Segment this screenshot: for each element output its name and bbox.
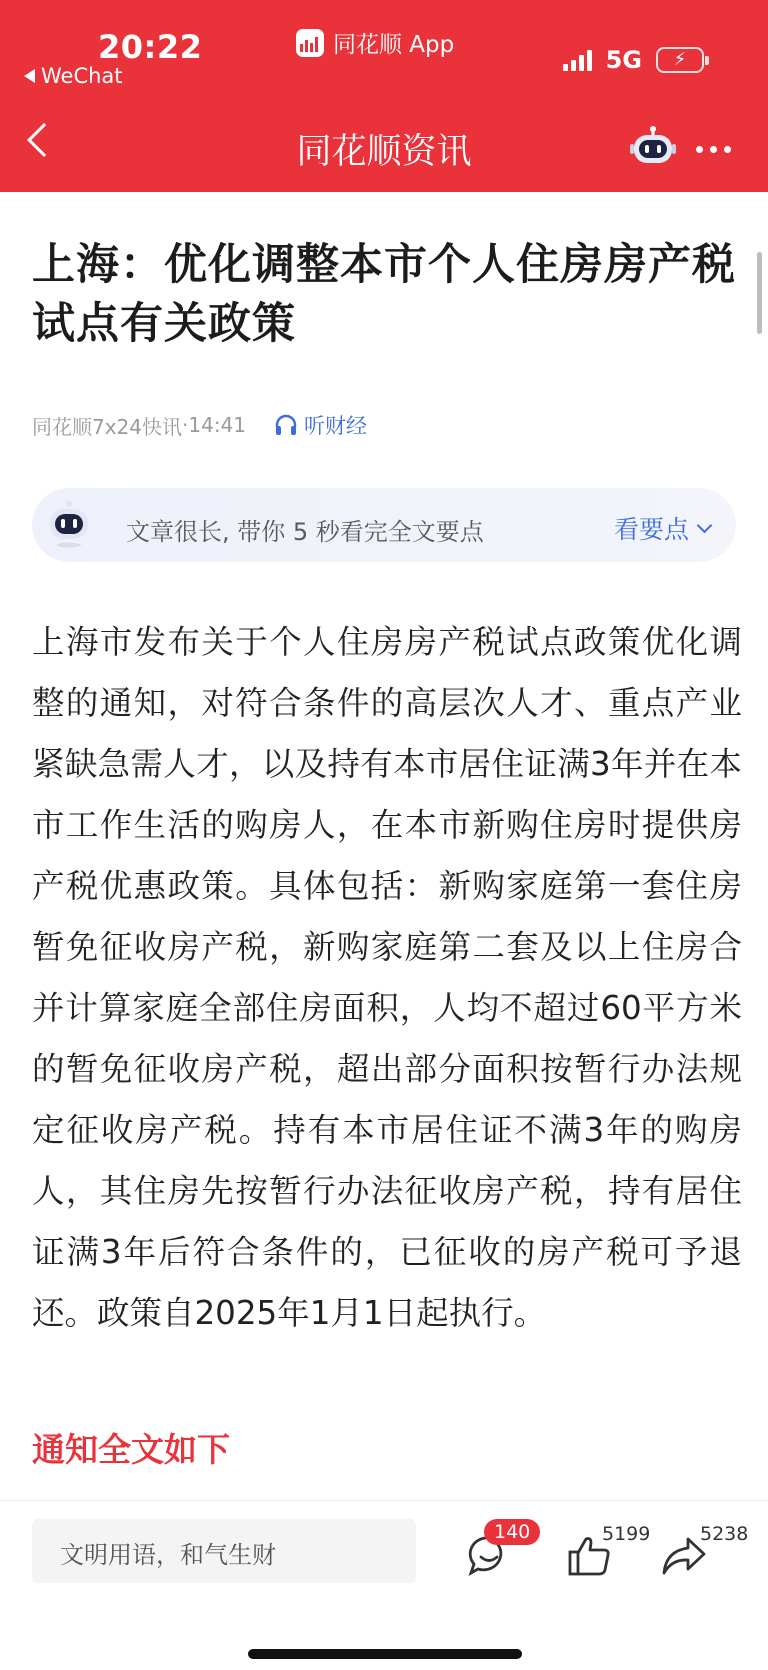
comment-count-badge: 140	[484, 1519, 540, 1545]
like-button[interactable]	[562, 1519, 651, 1583]
back-triangle-icon	[24, 69, 35, 83]
more-dots-icon[interactable]	[696, 146, 731, 153]
status-time: 20:22	[98, 28, 203, 66]
listen-label: 听财经	[304, 414, 368, 438]
share-count: 5238	[700, 1523, 749, 1545]
chevron-down-icon	[697, 517, 713, 533]
page-title: 同花顺资讯	[296, 132, 472, 172]
ai-summary-bar[interactable]	[32, 488, 736, 562]
return-app-label: WeChat	[41, 64, 123, 88]
comment-button[interactable]	[462, 1519, 531, 1583]
app-header	[0, 0, 768, 192]
article-time: 14:41	[188, 413, 247, 437]
article-title: 上海：优化调整本市个人住房房产税试点有关政策	[32, 240, 736, 349]
article-body: 上海市发布关于个人住房房产税试点政策优化调整的通知，对符合条件的高层次人才、重点产业紧缺急需人才，以及持有本市居住证满3年并在本市工作生活的购房人，在本市新购住房时提供房产税优惠政策。具体包括：新购家庭第一套住房暂免征收房产税，新购家庭第二套及以上住房合并计算家庭全部住房面积，人均不超过60平方米的暂免征收房产税，超出部分面积按暂行办法规定征收房产税。持有本市居住证不满3年的购房人，其住房先按暂行办法征收房产税，持有居住证满3年后符合条件的，已征收的房产税可予退还。政策自2025年1月1日起执行。	[32, 623, 742, 1332]
share-button[interactable]	[658, 1519, 749, 1583]
return-to-wechat[interactable]	[24, 64, 123, 88]
robot-assistant-icon[interactable]	[630, 124, 676, 166]
view-key-points-label: 看要点	[613, 515, 689, 544]
network-type: 5G	[605, 46, 642, 74]
bottom-toolbar	[0, 1500, 768, 1670]
comment-input[interactable]: 文明用语，和气生财	[32, 1519, 416, 1583]
signal-icon	[563, 49, 592, 71]
battery-charging-icon: ⚡	[656, 47, 704, 73]
status-app-indicator	[296, 26, 454, 59]
status-app-name: 同花顺 App	[333, 32, 455, 58]
headphones-icon	[274, 414, 298, 436]
meta-separator: ·	[182, 413, 189, 437]
article-source: 同花顺7x24快讯	[32, 414, 183, 439]
notice-heading: 通知全文如下	[32, 1430, 230, 1469]
app-logo-icon	[296, 29, 324, 57]
listen-button[interactable]	[274, 410, 367, 440]
status-indicators	[563, 46, 704, 74]
article-meta	[32, 410, 367, 440]
home-indicator[interactable]	[248, 1649, 522, 1659]
summary-prompt: 文章很长, 带你 5 秒看完全文要点	[126, 518, 484, 546]
like-count: 5199	[602, 1523, 651, 1545]
view-key-points-link[interactable]	[614, 510, 710, 546]
scrollbar[interactable]	[757, 252, 762, 334]
robot-assistant-icon	[44, 499, 94, 549]
